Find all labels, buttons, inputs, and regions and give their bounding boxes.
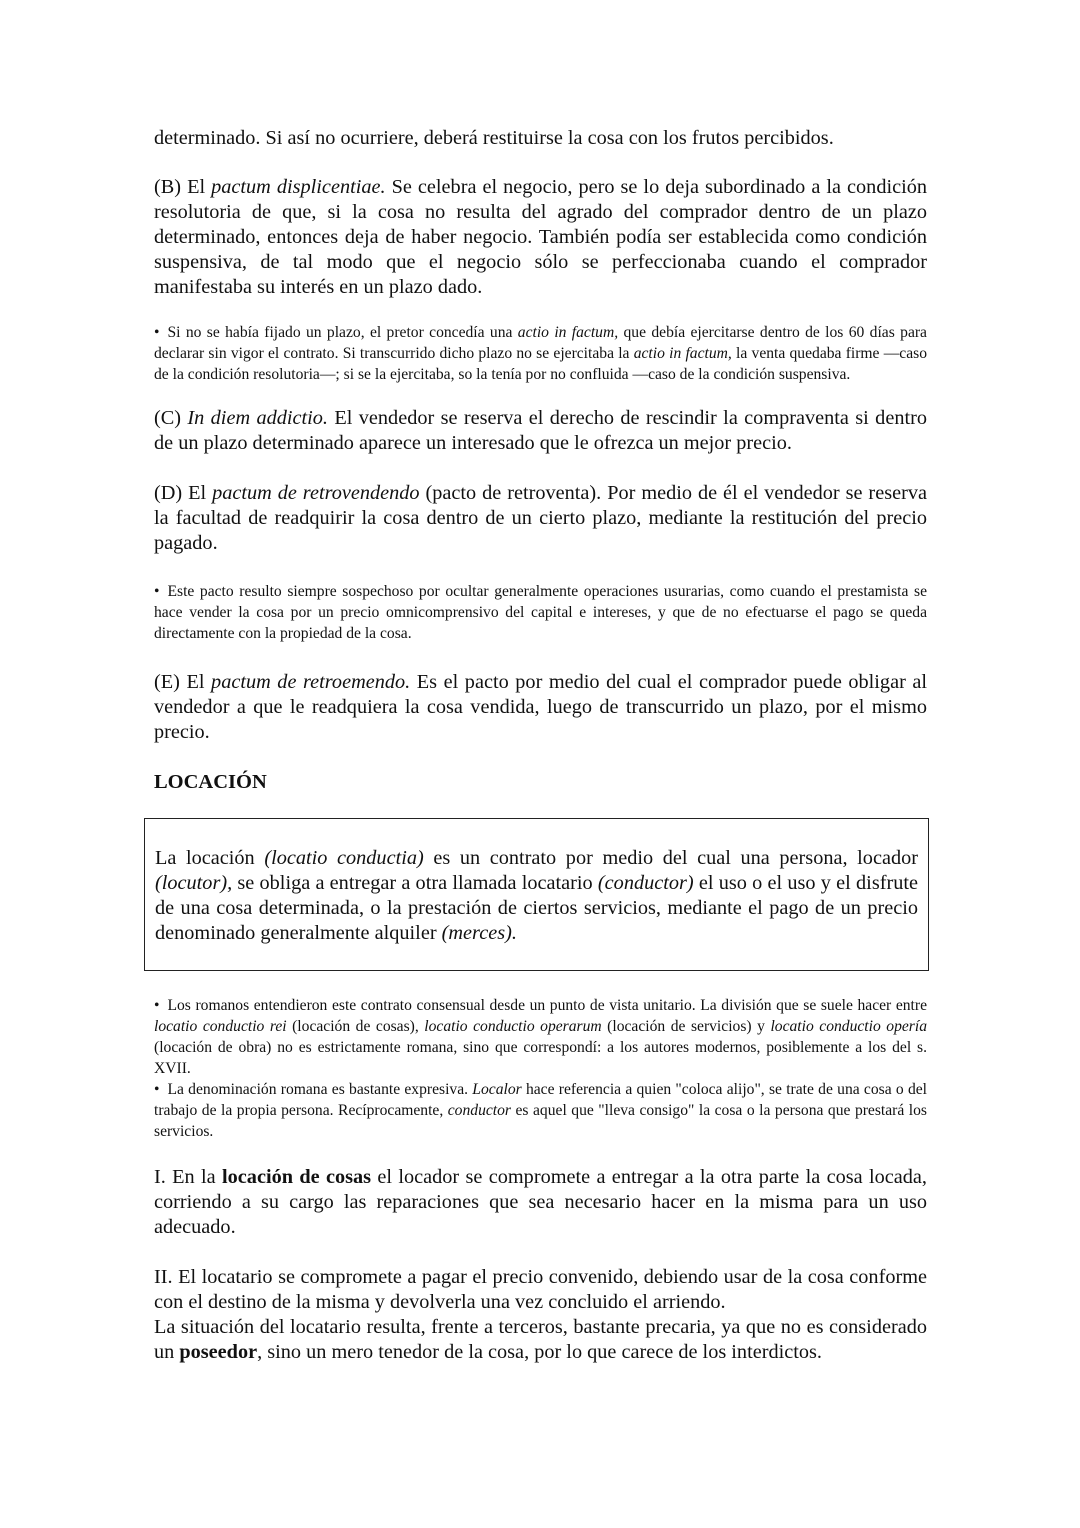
bullet-icon: • <box>154 324 160 341</box>
latin-term: pactum de retrovendendo <box>212 482 420 504</box>
paragraph-continuation: determinado. Si así no ocurriere, deberá restituirse la cosa con los frutos percibidos. <box>154 127 834 149</box>
paragraph-in-diem-addictio: (C) In diem addictio. El vendedor se reserva el derecho de rescindir la compraventa si dentro de un plazo determinado aparece un interesado que le ofrezca un mejor precio. <box>154 407 927 454</box>
paragraph-situacion-locatario: La situación del locatario resulta, frente a terceros, bastante precaria, ya que no es considerado un poseedor, sino un mero tenedor de la cosa, por lo que carece de los interdictos. <box>154 1316 927 1363</box>
latin-term: pactum de retroemendo. <box>211 671 411 693</box>
footnote-denominacion: • La denominación romana es bastante expresiva. Localor hace referencia a quien "coloca alijo", se trate de una cosa o del trabajo de la propia persona. Recíprocamente, conductor es aquel que "lleva consigo" la cosa o la persona que prestará los servicios. <box>154 1081 927 1140</box>
latin-term: pactum displicentiae. <box>211 176 386 198</box>
footnote-actio-in-factum: • Si no se había fijado un plazo, el pretor concedía una actio in factum, que debía ejercitarse dentro de los 60 días para declarar sin vigor el contrato. Si transcurrido dicho plazo no se ejercitaba la actio in factum, la venta quedaba firme —caso de la condición resolutoria—; si se la ejercitaba, so la tenía por no confluida —caso de la condición suspensiva. <box>154 324 927 383</box>
footnote-unitario: • Los romanos entendieron este contrato consensual desde un punto de vista unitario. La división que se suele hacer entre locatio conductio rei (locación de cosas), locatio conductio operarum (locación de servicios) y locatio conductio opería (locación de obra) no es estrictamente romana, sino que correspondí: a los autores modernos, posiblemente a los del s. XVII. <box>154 997 927 1077</box>
footnote-retroventa: • Este pacto resulto siempre sospechoso por ocultar generalmente operaciones usurarias, como cuando el prestamista se hace vender la cosa por un precio omnicomprensivo del capital e intereses, y que de no efectuarse el pago se queda directamente con la propiedad de la cosa. <box>154 583 927 642</box>
footnotes-locacion <box>154 995 927 1142</box>
paragraph-obligaciones-locatario: II. El locatario se compromete a pagar el precio convenido, debiendo usar de la cosa conforme con el destino de la misma y devolverla una vez concluido el arriendo. <box>154 1266 927 1313</box>
bullet-icon: • <box>154 997 160 1014</box>
bold-term: poseedor <box>179 1341 258 1363</box>
paragraph-pactum-displicentiae: (B) El pactum displicentiae. Se celebra el negocio, pero se lo deja subordinado a la condición resolutoria de que, si la cosa no resulta del agrado del comprador dentro de un plazo determinado, entonces deja de haber negocio. También podía ser establecida como condición suspensiva, de tal modo que el negocio sólo se perfeccionaba cuando el comprador manifestaba su interés en un plazo dado. <box>154 176 928 298</box>
paragraph-locacion-de-cosas: I. En la locación de cosas el locador se compromete a entregar a la otra parte la cosa locada, corriendo a su cargo las reparaciones que sea necesario hacer en la misma para un uso adecuado. <box>154 1166 928 1238</box>
bullet-icon: • <box>154 1081 160 1098</box>
paragraph-pactum-de-retroemendo: (E) El pactum de retroemendo. Es el pacto por medio del cual el comprador puede obligar al vendedor a que le readquiera la cosa vendida, luego de transcurrido un plazo, por el mismo precio. <box>154 671 928 743</box>
latin-term: In diem addictio. <box>187 407 329 429</box>
paragraph-pactum-de-retrovendendo: (D) El pactum de retrovendendo (pacto de retroventa). Por medio de él el vendedor se reserva la facultad de readquirir la cosa dentro de un cierto plazo, mediante la restitución del precio pagado. <box>154 482 927 554</box>
bullet-icon: • <box>154 583 160 600</box>
definition-text: La locación (locatio conductia) es un contrato por medio del cual una persona, locador (locutor), se obliga a entregar a otra llamada locatario (conductor) el uso o el uso y el disfrute de una cosa determinada, o la prestación de ciertos servicios, mediante el pago de un precio denominado generalmente alquiler (merces). <box>155 847 918 944</box>
document-page <box>154 126 927 1365</box>
definition-box <box>144 818 929 971</box>
section-heading: LOCACIÓN <box>154 771 267 793</box>
bold-term: locación de cosas <box>222 1166 372 1188</box>
